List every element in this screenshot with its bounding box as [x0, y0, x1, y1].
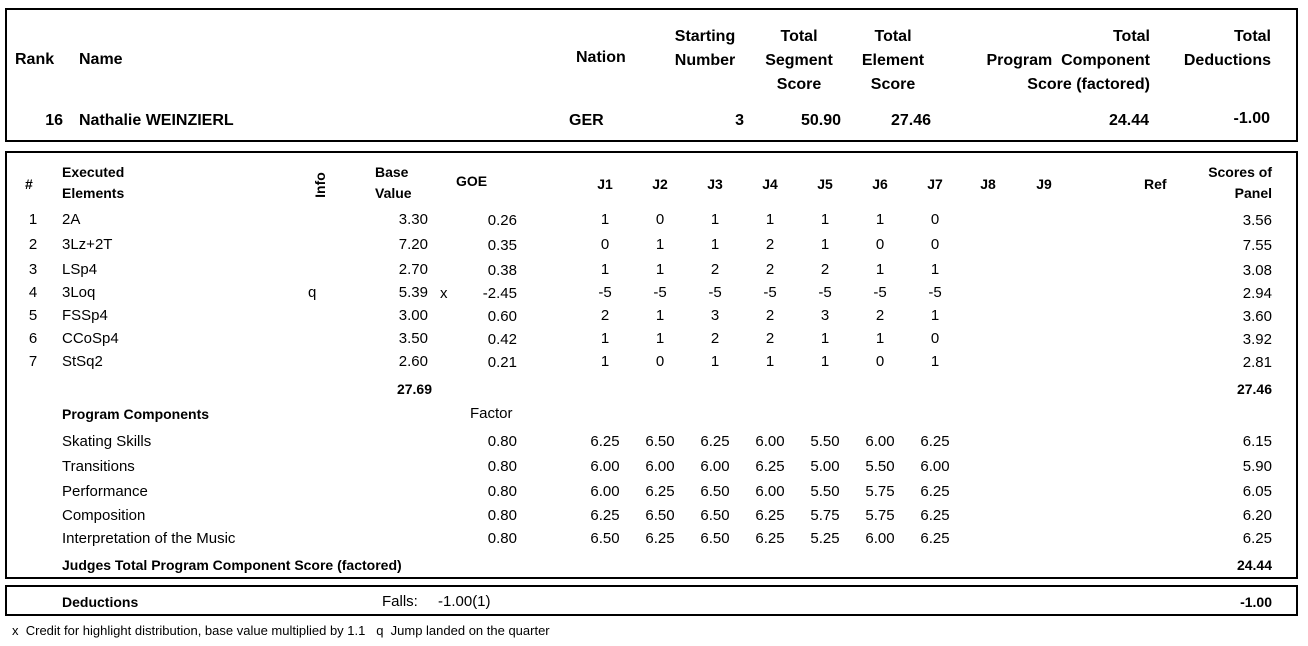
element-judge-score: 0 — [930, 236, 940, 253]
component-panel-score: 6.20 — [1242, 507, 1272, 524]
skater-tes: 27.46 — [890, 112, 931, 129]
executed-line1: Executed — [62, 164, 125, 180]
judge-header-j2: J2 — [652, 176, 668, 192]
skater-tss: 50.90 — [800, 112, 841, 129]
ded-line2: Deductions — [1183, 52, 1271, 69]
element-code: FSSp4 — [62, 307, 108, 324]
pcs-line2: Program Component — [986, 52, 1150, 69]
falls-label: Falls: — [382, 593, 418, 610]
component-panel-score: 6.25 — [1242, 530, 1272, 547]
component-judge-score: 5.75 — [865, 483, 895, 500]
element-judge-score: 2 — [710, 261, 720, 278]
deductions-total: -1.00 — [1240, 594, 1272, 610]
element-judge-score: -5 — [873, 284, 887, 301]
element-judge-score: 1 — [600, 330, 610, 347]
element-info: q — [308, 284, 317, 301]
component-judge-score: 6.25 — [700, 433, 730, 450]
component-judge-score: 5.50 — [810, 433, 840, 450]
component-judge-score: 5.50 — [810, 483, 840, 500]
tss-line1: Total — [780, 28, 818, 45]
component-judge-score: 6.50 — [645, 507, 675, 524]
name-header: Name — [79, 51, 123, 68]
element-judge-score: -5 — [928, 284, 942, 301]
component-judge-score: 6.25 — [755, 458, 785, 475]
col-num-header: # — [25, 176, 33, 192]
component-judge-score: 6.50 — [590, 530, 620, 547]
component-factor: 0.80 — [487, 507, 517, 524]
judge-header-j3: J3 — [707, 176, 723, 192]
element-base-value: 3.00 — [398, 307, 428, 324]
component-judge-score: 6.25 — [920, 530, 950, 547]
element-judge-score: 1 — [655, 307, 665, 324]
component-name: Skating Skills — [62, 433, 152, 450]
pcs-line1: Total — [1112, 28, 1150, 45]
element-judge-score: -5 — [763, 284, 777, 301]
starting-number-line1: Starting — [674, 28, 736, 45]
element-goe: 0.42 — [487, 331, 517, 348]
col-info-header: Info — [312, 172, 328, 198]
component-judge-score: 5.75 — [810, 507, 840, 524]
element-judge-score: 0 — [930, 211, 940, 228]
element-judge-score: 1 — [820, 236, 830, 253]
base-line1: Base — [375, 164, 409, 180]
element-base-value: 7.20 — [398, 236, 428, 253]
component-name: Transitions — [62, 458, 135, 475]
pcs-header — [940, 25, 1150, 97]
element-judge-score: 1 — [930, 261, 940, 278]
element-judge-score: 0 — [875, 236, 885, 253]
falls-value: -1.00(1) — [438, 593, 491, 610]
element-number: 4 — [28, 284, 38, 301]
element-judge-score: 1 — [765, 211, 775, 228]
element-judge-score: 1 — [600, 211, 610, 228]
element-base-value: 2.60 — [398, 353, 428, 370]
col-panel-header — [1180, 162, 1272, 204]
component-judge-score: 6.00 — [755, 433, 785, 450]
element-judge-score: 3 — [820, 307, 830, 324]
element-judge-score: 1 — [600, 353, 610, 370]
program-components-label: Program Components — [62, 406, 210, 422]
component-judge-score: 6.25 — [645, 483, 675, 500]
pc-total-value: 24.44 — [1236, 557, 1272, 573]
element-judge-score: 1 — [765, 353, 775, 370]
component-judge-score: 6.00 — [865, 530, 895, 547]
element-number: 5 — [28, 307, 38, 324]
element-judge-score: -5 — [708, 284, 722, 301]
element-judge-score: 1 — [930, 353, 940, 370]
component-judge-score: 6.25 — [645, 530, 675, 547]
skater-deductions: -1.00 — [1233, 110, 1270, 127]
elements-base-total: 27.69 — [396, 381, 432, 397]
element-judge-score: 0 — [930, 330, 940, 347]
component-name: Composition — [62, 507, 146, 524]
element-code: CCoSp4 — [62, 330, 119, 347]
skater-starting-number: 3 — [735, 112, 744, 129]
element-judge-score: 2 — [875, 307, 885, 324]
component-panel-score: 6.05 — [1242, 483, 1272, 500]
element-code: 3Lz+2T — [62, 236, 113, 253]
element-judge-score: 1 — [710, 236, 720, 253]
judge-header-j1: J1 — [597, 176, 613, 192]
judge-header-j9: J9 — [1036, 176, 1052, 192]
judge-header-j7: J7 — [927, 176, 943, 192]
component-judge-score: 6.25 — [920, 483, 950, 500]
element-judge-score: 0 — [875, 353, 885, 370]
element-judge-score: 1 — [655, 236, 665, 253]
element-number: 7 — [28, 353, 38, 370]
component-judge-score: 6.50 — [700, 507, 730, 524]
nation-header: Nation — [576, 49, 626, 66]
component-factor: 0.80 — [487, 433, 517, 450]
element-judge-score: 1 — [600, 261, 610, 278]
element-judge-score: 1 — [930, 307, 940, 324]
deductions-box — [5, 585, 1298, 616]
element-judge-score: 1 — [820, 330, 830, 347]
base-line2: Value — [375, 185, 412, 201]
element-panel-score: 7.55 — [1242, 237, 1272, 254]
col-ref-header: Ref — [1144, 176, 1167, 192]
element-code: LSp4 — [62, 261, 98, 278]
judge-header-j5: J5 — [817, 176, 833, 192]
element-code: 2A — [62, 211, 81, 228]
starting-number-line2: Number — [674, 52, 736, 69]
component-judge-score: 6.25 — [755, 507, 785, 524]
element-number: 3 — [28, 261, 38, 278]
component-judge-score: 6.25 — [590, 433, 620, 450]
component-factor: 0.80 — [487, 483, 517, 500]
component-judge-score: 6.00 — [645, 458, 675, 475]
component-judge-score: 6.50 — [700, 530, 730, 547]
element-judge-score: 1 — [655, 330, 665, 347]
element-judge-score: 1 — [710, 211, 720, 228]
skater-nation: GER — [569, 112, 604, 129]
panel-line1: Scores of — [1208, 164, 1272, 180]
element-code: 3Loq — [62, 284, 96, 301]
tes-header — [852, 25, 934, 97]
col-executed-header — [62, 162, 124, 204]
element-panel-score: 3.92 — [1242, 331, 1272, 348]
element-judge-score: 0 — [655, 353, 665, 370]
judge-header-j4: J4 — [762, 176, 778, 192]
tss-line2: Segment — [765, 52, 833, 69]
element-judge-score: 1 — [820, 211, 830, 228]
elements-panel-total: 27.46 — [1236, 381, 1272, 397]
element-code: StSq2 — [62, 353, 103, 370]
component-judge-score: 6.50 — [645, 433, 675, 450]
rank-header: Rank — [15, 51, 55, 68]
element-panel-score: 2.94 — [1242, 285, 1272, 302]
col-goe-header: GOE — [456, 173, 488, 189]
skater-pcs: 24.44 — [1108, 112, 1149, 129]
element-judge-score: 2 — [710, 330, 720, 347]
element-goe: 0.26 — [487, 212, 517, 229]
tes-line2: Element — [861, 52, 925, 69]
element-goe: -2.45 — [482, 285, 517, 302]
element-goe: 0.21 — [487, 354, 517, 371]
component-judge-score: 6.00 — [590, 458, 620, 475]
component-judge-score: 5.50 — [865, 458, 895, 475]
component-name: Interpretation of the Music — [62, 530, 236, 547]
deductions-header — [1160, 25, 1271, 73]
judge-header-j8: J8 — [980, 176, 996, 192]
element-judge-score: 2 — [765, 307, 775, 324]
element-judge-score: 2 — [765, 261, 775, 278]
element-panel-score: 2.81 — [1242, 354, 1272, 371]
element-base-value: 3.50 — [398, 330, 428, 347]
element-number: 6 — [28, 330, 38, 347]
component-name: Performance — [62, 483, 148, 500]
element-panel-score: 3.08 — [1242, 262, 1272, 279]
element-base-value: 3.30 — [398, 211, 428, 228]
element-panel-score: 3.56 — [1242, 212, 1272, 229]
footnote: x Credit for highlight distribution, base value multiplied by 1.1 q Jump landed on the quarter — [12, 623, 550, 638]
element-judge-score: 1 — [875, 330, 885, 347]
element-judge-score: 2 — [765, 236, 775, 253]
component-judge-score: 6.00 — [920, 458, 950, 475]
element-judge-score: -5 — [653, 284, 667, 301]
component-judge-score: 5.75 — [865, 507, 895, 524]
element-base-value: 2.70 — [398, 261, 428, 278]
tes-line1: Total — [874, 28, 912, 45]
element-panel-score: 3.60 — [1242, 308, 1272, 325]
element-goe: 0.38 — [487, 262, 517, 279]
tss-header — [756, 25, 842, 97]
element-judge-score: 2 — [820, 261, 830, 278]
component-judge-score: 6.25 — [590, 507, 620, 524]
factor-label: Factor — [470, 405, 513, 422]
component-judge-score: 6.00 — [865, 433, 895, 450]
element-number: 2 — [28, 236, 38, 253]
component-panel-score: 6.15 — [1242, 433, 1272, 450]
component-panel-score: 5.90 — [1242, 458, 1272, 475]
element-judge-score: 1 — [875, 261, 885, 278]
skater-name: Nathalie WEINZIERL — [79, 112, 234, 129]
element-judge-score: 1 — [655, 261, 665, 278]
component-factor: 0.80 — [487, 458, 517, 475]
element-judge-score: 0 — [600, 236, 610, 253]
col-base-header — [375, 162, 412, 204]
element-judge-score: 3 — [710, 307, 720, 324]
element-base-value: 5.39 — [398, 284, 428, 301]
component-judge-score: 5.00 — [810, 458, 840, 475]
component-judge-score: 6.25 — [920, 507, 950, 524]
tss-line3: Score — [776, 76, 822, 93]
executed-line2: Elements — [62, 185, 125, 201]
element-judge-score: 1 — [710, 353, 720, 370]
component-judge-score: 6.50 — [700, 483, 730, 500]
component-judge-score: 5.25 — [810, 530, 840, 547]
component-judge-score: 6.25 — [920, 433, 950, 450]
element-judge-score: 2 — [600, 307, 610, 324]
element-goe: 0.35 — [487, 237, 517, 254]
element-judge-score: 1 — [875, 211, 885, 228]
element-x-mark: x — [440, 285, 448, 302]
component-judge-score: 6.00 — [700, 458, 730, 475]
element-judge-score: -5 — [818, 284, 832, 301]
judge-header-j6: J6 — [872, 176, 888, 192]
panel-line2: Panel — [1234, 185, 1272, 201]
pcs-line3: Score (factored) — [1027, 76, 1150, 93]
tes-line3: Score — [870, 76, 916, 93]
element-judge-score: -5 — [598, 284, 612, 301]
component-judge-score: 6.00 — [590, 483, 620, 500]
element-number: 1 — [28, 211, 38, 228]
component-judge-score: 6.00 — [755, 483, 785, 500]
element-judge-score: 2 — [765, 330, 775, 347]
skater-rank: 16 — [45, 112, 63, 129]
element-goe: 0.60 — [487, 308, 517, 325]
ded-line1: Total — [1233, 28, 1271, 45]
pc-total-label: Judges Total Program Component Score (factored) — [62, 557, 402, 573]
element-judge-score: 1 — [820, 353, 830, 370]
deductions-label: Deductions — [62, 594, 139, 610]
element-judge-score: 0 — [655, 211, 665, 228]
starting-number-header — [664, 25, 746, 73]
component-factor: 0.80 — [487, 530, 517, 547]
component-judge-score: 6.25 — [755, 530, 785, 547]
